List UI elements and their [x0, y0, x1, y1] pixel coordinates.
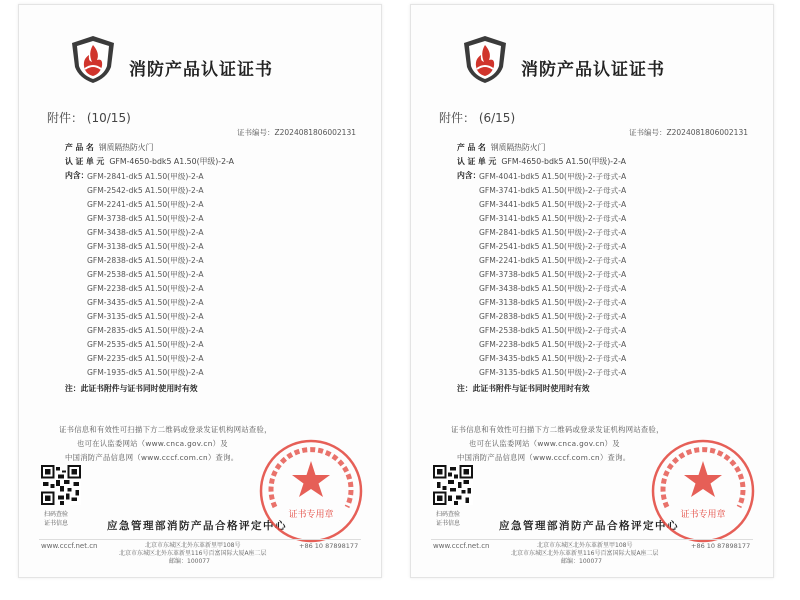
info-line: 也可在认监委网站（www.cnca.gov.cn）及 [77, 439, 228, 448]
official-seal-stamp [649, 437, 757, 545]
list-item: GFM-3141-bdk5 A1.50(甲级)-2-子母式-A [479, 214, 627, 223]
certificate-title: 消防产品认证证书 [129, 60, 273, 80]
fire-shield-logo-icon [67, 33, 119, 85]
footer-address: 北京市东城区北外东革新里甲108号 [537, 542, 633, 549]
list-item: GFM-3435-dk5 A1.50(甲级)-2-A [87, 298, 204, 307]
certificate-number: 证书编号：Z2024081806002131 [629, 128, 748, 137]
list-item: GFM-3738-dk5 A1.50(甲级)-2-A [87, 214, 204, 223]
list-item: GFM-2538-dk5 A1.50(甲级)-2-A [87, 270, 204, 279]
footer-address: 北京市东城区北外东革新里116号百富国际大厦A座二层 [119, 550, 267, 557]
list-item: GFM-1935-dk5 A1.50(甲级)-2-A [87, 368, 204, 377]
contains-label: 内含： [65, 171, 89, 180]
info-line: 中国消防产品信息网（www.cccf.com.cn）查询。 [457, 453, 631, 462]
list-item: GFM-3738-bdk5 A1.50(甲级)-2-子母式-A [479, 270, 627, 279]
seal-label: 证书专用章 [680, 510, 726, 520]
info-line: 也可在认监委网站（www.cnca.gov.cn）及 [469, 439, 620, 448]
list-item: GFM-2238-dk5 A1.50(甲级)-2-A [87, 284, 204, 293]
list-item: GFM-2841-bdk5 A1.50(甲级)-2-子母式-A [479, 228, 627, 237]
list-item: GFM-3138-dk5 A1.50(甲级)-2-A [87, 242, 204, 251]
footer-phone: +86 10 87898177 [299, 542, 359, 550]
list-item: GFM-2241-dk5 A1.50(甲级)-2-A [87, 200, 204, 209]
list-item: GFM-3741-bdk5 A1.50(甲级)-2-子母式-A [479, 186, 627, 195]
list-item: GFM-2235-dk5 A1.50(甲级)-2-A [87, 354, 204, 363]
info-line: 中国消防产品信息网（www.cccf.com.cn）查询。 [65, 453, 239, 462]
certificate-page-left [18, 4, 382, 578]
footer-postcode: 邮编：100077 [169, 558, 210, 565]
list-item: GFM-3438-dk5 A1.50(甲级)-2-A [87, 228, 204, 237]
product-name-line: 产 品 名 钢质隔热防火门 [457, 143, 546, 152]
footer-phone: +86 10 87898177 [691, 542, 751, 550]
issuer-name: 应急管理部消防产品合格评定中心 [499, 520, 679, 532]
fire-shield-logo-icon [459, 33, 511, 85]
footer-website: www.cccf.net.cn [433, 542, 490, 550]
list-item: GFM-3441-bdk5 A1.50(甲级)-2-子母式-A [479, 200, 627, 209]
model-line: 认 证 单 元 GFM-4650-bdk5 A1.50(甲级)-2-A [65, 157, 235, 166]
validity-note: 注：此证书附件与证书同时使用时有效 [457, 384, 590, 393]
official-seal-stamp [257, 437, 365, 545]
list-item: GFM-3135-bdk5 A1.50(甲级)-2-子母式-A [479, 368, 627, 377]
info-line: 证书信息和有效性可扫描下方二维码或登录发证机构网站查验， [59, 425, 272, 434]
attachment-number: 附件： (10/15) [47, 111, 131, 125]
footer-website: www.cccf.net.cn [41, 542, 98, 550]
footer-postcode: 邮编：100077 [561, 558, 602, 565]
list-item: GFM-3438-bdk5 A1.50(甲级)-2-子母式-A [479, 284, 627, 293]
issuer-name: 应急管理部消防产品合格评定中心 [107, 520, 287, 532]
seal-label: 证书专用章 [288, 510, 334, 520]
qr-caption: 扫码查验 [44, 511, 69, 518]
list-item: GFM-2841-dk5 A1.50(甲级)-2-A [87, 172, 204, 181]
contains-label: 内含： [457, 171, 481, 180]
list-item: GFM-2241-bdk5 A1.50(甲级)-2-子母式-A [479, 256, 627, 265]
list-item: GFM-2238-bdk5 A1.50(甲级)-2-子母式-A [479, 340, 627, 349]
list-item: GFM-3435-bdk5 A1.50(甲级)-2-子母式-A [479, 354, 627, 363]
product-name-line: 产 品 名 钢质隔热防火门 [65, 143, 154, 152]
qr-caption: 扫码查验 [436, 511, 461, 518]
footer-address: 北京市东城区北外东革新里116号百富国际大厦A座二层 [511, 550, 659, 557]
validity-note: 注：此证书附件与证书同时使用时有效 [65, 384, 198, 393]
list-item: GFM-2838-bdk5 A1.50(甲级)-2-子母式-A [479, 312, 627, 321]
list-item: GFM-2541-bdk5 A1.50(甲级)-2-子母式-A [479, 242, 627, 251]
list-item: GFM-2838-dk5 A1.50(甲级)-2-A [87, 256, 204, 265]
list-item: GFM-4041-bdk5 A1.50(甲级)-2-子母式-A [479, 172, 627, 181]
model-line: 认 证 单 元 GFM-4650-bdk5 A1.50(甲级)-2-A [457, 157, 627, 166]
certificate-number: 证书编号：Z2024081806002131 [237, 128, 356, 137]
attachment-number: 附件： (6/15) [439, 111, 516, 125]
list-item: GFM-2835-dk5 A1.50(甲级)-2-A [87, 326, 204, 335]
qr-caption: 证书信息 [436, 520, 461, 527]
certificate-page-right [410, 4, 774, 578]
qr-code-icon [41, 465, 81, 505]
list-item: GFM-3135-dk5 A1.50(甲级)-2-A [87, 312, 204, 321]
qr-caption: 证书信息 [44, 520, 69, 527]
list-item: GFM-3138-bdk5 A1.50(甲级)-2-子母式-A [479, 298, 627, 307]
certificate-title: 消防产品认证证书 [521, 60, 665, 80]
qr-code-icon [433, 465, 473, 505]
list-item: GFM-2538-bdk5 A1.50(甲级)-2-子母式-A [479, 326, 627, 335]
footer-address: 北京市东城区北外东革新里甲108号 [145, 542, 241, 549]
info-line: 证书信息和有效性可扫描下方二维码或登录发证机构网站查验， [451, 425, 664, 434]
list-item: GFM-2542-dk5 A1.50(甲级)-2-A [87, 186, 204, 195]
list-item: GFM-2535-dk5 A1.50(甲级)-2-A [87, 340, 204, 349]
